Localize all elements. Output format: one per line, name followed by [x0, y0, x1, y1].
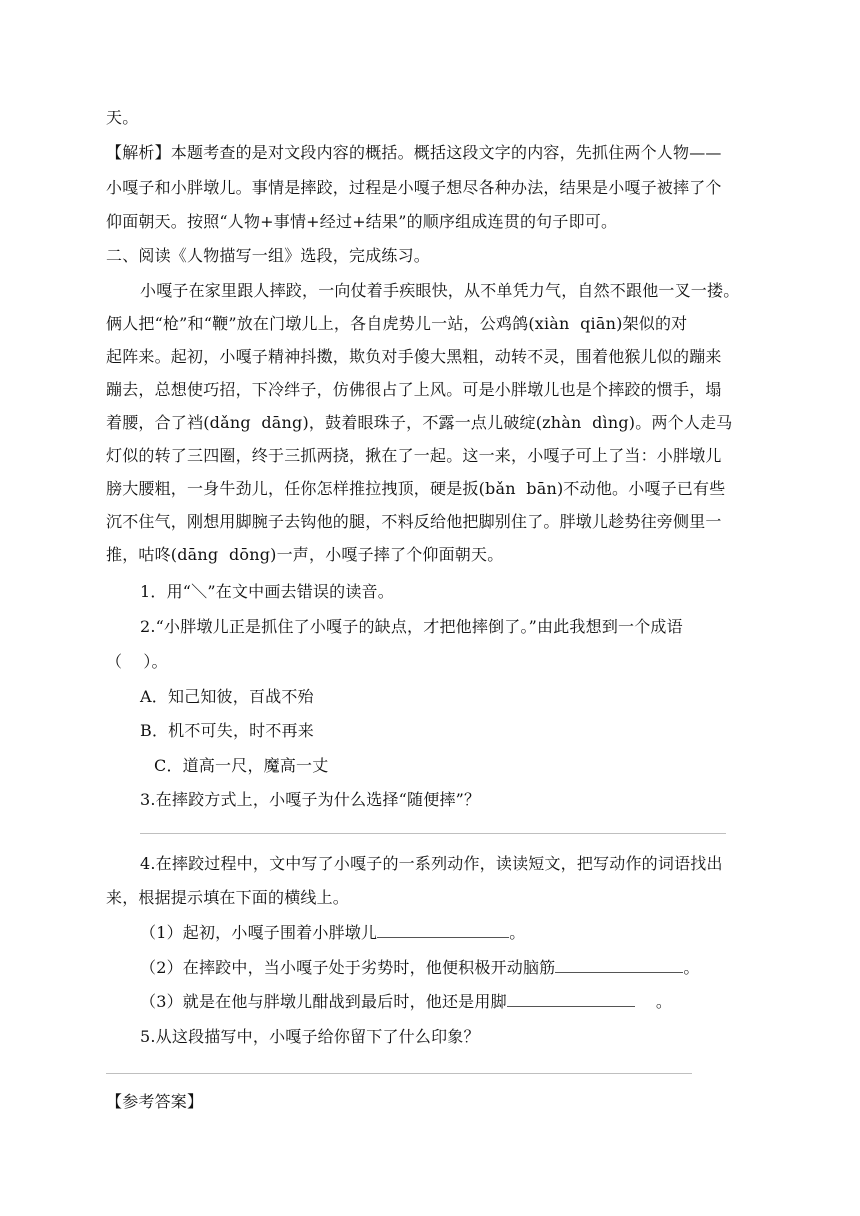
question-4: 4.在摔跤过程中，文中写了小嘎子的一系列动作，读读短文，把写动作的词语找出: [140, 854, 723, 873]
answer-line: [140, 833, 726, 834]
option-c: C．道高一尺，魔高一丈: [154, 756, 329, 775]
question-4-2: [140, 958, 700, 978]
q4-3-end: 。: [634, 992, 673, 1011]
question-4-3: [140, 992, 672, 1012]
question-1: 1．用“＼”在文中画去错误的读音。: [140, 582, 394, 601]
passage-line: 小嘎子在家里跟人摔跤，一向仗着手疾眼快，从不单凭力气，自然不跟他一叉一搂。: [140, 281, 740, 300]
text-line: 天。: [106, 108, 139, 127]
option-a: A．知己知彼，百战不殆: [140, 687, 314, 706]
fill-blank: [507, 992, 635, 1007]
q4-2-end: 。: [683, 958, 700, 977]
passage-line: 灯似的转了三四圈，终于三抓两挠，揪在了一起。这一来，小嘎子可上了当：小胖墩儿: [106, 446, 722, 465]
question-2-blank: （ ）。: [106, 652, 168, 671]
analysis-line: 【解析】本题考查的是对文段内容的概括。概括这段文字的内容，先抓住两个人物——: [106, 143, 722, 162]
passage-line: 推，咕咚(dāng dōng)一声，小嘎子摔了个仰面朝天。: [106, 545, 504, 564]
passage-line: 着腰，合了裆(dǎng dāng)，鼓着眼珠子，不露一点儿破绽(zhàn dìng)。两个人走马: [106, 413, 733, 432]
passage-line: 起阵来。起初，小嘎子精神抖擞，欺负对手傻大黑粗，动转不灵，围着他猴儿似的蹦来: [106, 347, 722, 366]
question-2: 2.“小胖墩儿正是抓住了小嘎子的缺点，才把他摔倒了。”由此我想到一个成语: [140, 617, 683, 636]
passage-line: 膀大腰粗，一身牛劲儿，任你怎样推拉拽顶，硬是扳(bǎn bān)不动他。小嘎子已有些: [106, 479, 726, 498]
section-heading: 二、阅读《人物描写一组》选段，完成练习。: [106, 246, 431, 265]
question-3: 3.在摔跤方式上，小嘎子为什么选择“随便摔”？: [140, 790, 481, 809]
question-4-1: [140, 923, 525, 943]
option-b: B．机不可失，时不再来: [140, 721, 314, 740]
fill-blank: [555, 958, 683, 973]
fill-blank: [377, 923, 509, 938]
text-line: 仰面朝天。按照“人物+事情+经过+结果”的顺序组成连贯的句子即可。: [106, 212, 618, 231]
passage-line: 俩人把“枪”和“鞭”放在门墩儿上，各自虎势儿一站，公鸡鸽(xiàn qiān)架似的对: [106, 314, 688, 333]
question-4-cont: 来，根据提示填在下面的横线上。: [106, 888, 350, 907]
passage-line: 蹦去，总想使巧招，下冷绊子，仿佛很占了上风。可是小胖墩儿也是个摔跤的惯手，塌: [106, 380, 722, 399]
q4-2-text: （2）在摔跤中，当小嘎子处于劣势时，他便积极开动脑筋: [140, 958, 556, 977]
question-5: 5.从这段描写中，小嘎子给你留下了什么印象？: [140, 1027, 480, 1046]
reference-answer-heading: 【参考答案】: [106, 1092, 204, 1111]
q4-3-text: （3）就是在他与胖墩儿酣战到最后时，他还是用脚: [140, 992, 507, 1011]
text-line: 小嘎子和小胖墩儿。事情是摔跤，过程是小嘎子想尽各种办法，结果是小嘎子被摔了个: [106, 178, 722, 197]
q4-1-text: （1）起初，小嘎子围着小胖墩儿: [140, 923, 378, 942]
q4-1-end: 。: [509, 923, 526, 942]
answer-line: [106, 1073, 692, 1074]
passage-line: 沉不住气，刚想用脚腕子去钩他的腿，不料反给他把脚别住了。胖墩儿趁势往旁侧里一: [106, 512, 722, 531]
